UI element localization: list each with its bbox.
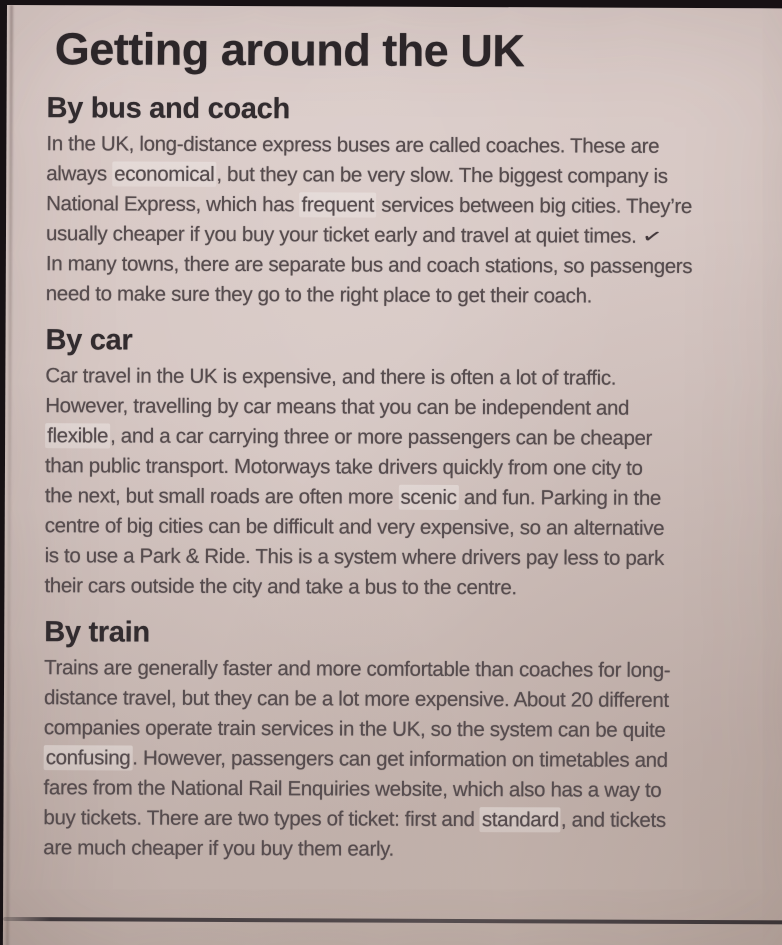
- section-heading-train: By train: [44, 616, 150, 649]
- text-line: [44, 683, 777, 716]
- highlighted-word: scenic: [399, 485, 459, 510]
- text-line: [45, 481, 778, 514]
- body-text: fares from the National Rail Enquiries website, which also has a way to: [43, 776, 662, 802]
- body-text: companies operate train services in the UK, so the system can be quite: [43, 716, 666, 742]
- body-text: , and tickets: [560, 808, 666, 832]
- text-line: [45, 451, 778, 484]
- body-text: National Express, which has: [46, 192, 300, 217]
- text-line: [44, 743, 777, 776]
- text-line: [45, 421, 778, 454]
- text-line: [46, 279, 779, 312]
- body-text: their cars outside the city and take a bus to the centre.: [44, 574, 517, 600]
- body-text: need to make sure they go to the right place to get their coach.: [45, 282, 593, 308]
- body-text: usually cheaper if you buy your ticket early and travel at quiet times.: [45, 222, 637, 248]
- body-text: are much cheaper if you buy them early.: [43, 836, 394, 861]
- page-title: Getting around the UK: [54, 23, 525, 77]
- body-text: , but they can be very slow. The biggest company is: [216, 162, 668, 188]
- highlighted-word: flexible: [45, 423, 110, 448]
- body-text: In the UK, long-distance express buses are called coaches. These are: [46, 132, 660, 158]
- printed-divider-line: [3, 917, 782, 924]
- text-line: [44, 571, 777, 604]
- text-line: [45, 391, 778, 424]
- text-line: [46, 189, 779, 222]
- text-line: [43, 803, 776, 836]
- highlighted-word: economical: [112, 161, 216, 186]
- text-line: [45, 541, 778, 574]
- text-line: [46, 159, 779, 192]
- body-text: Trains are generally faster and more comfortable than coaches for long-: [44, 656, 671, 682]
- text-line: [45, 511, 778, 544]
- text-line: [44, 653, 777, 686]
- body-text: . However, passengers can get information on timetables and: [132, 746, 668, 772]
- highlighted-word: confusing: [44, 745, 133, 770]
- text-line: [46, 129, 779, 162]
- body-text: buy tickets. There are two types of ticket: first and: [43, 806, 480, 832]
- body-text: distance travel, but they can be a lot more expensive. About 20 different: [43, 686, 669, 712]
- body-text: always: [46, 162, 113, 186]
- paragraph-bus-and-coach: [46, 129, 780, 312]
- text-line: [44, 713, 777, 746]
- text-line: [43, 833, 776, 866]
- body-text: , and a car carrying three or more passengers can be cheaper: [110, 424, 653, 450]
- paper-sheet: [3, 5, 782, 945]
- body-text: the next, but small roads are often more: [44, 484, 399, 509]
- highlighted-word: standard: [480, 807, 561, 832]
- section-heading-car: By car: [45, 324, 133, 357]
- highlighted-word: frequent: [299, 192, 376, 217]
- text-line: [46, 249, 779, 282]
- body-text: services between big cities. They’re: [375, 193, 693, 218]
- section-heading-bus-and-coach: By bus and coach: [46, 92, 290, 126]
- body-text: and fun. Parking in the: [458, 485, 662, 510]
- text-line: [44, 773, 777, 806]
- body-text: In many towns, there are separate bus and coach stations, so passengers: [45, 252, 693, 278]
- body-text: centre of big cities can be difficult and very expensive, so an alternative: [44, 514, 665, 540]
- body-text: than public transport. Motorways take drivers quickly from one city to: [44, 454, 643, 480]
- body-text: However, travelling by car means that you can be independent and: [45, 394, 630, 420]
- photo-edge-shadow: [0, 0, 782, 3]
- pen-tick-mark: ✓: [640, 225, 664, 250]
- page-crease: [6, 5, 13, 945]
- page-content: [43, 15, 780, 866]
- text-line: [46, 219, 779, 252]
- paragraph-train: [43, 653, 777, 866]
- body-text: Car travel in the UK is expensive, and there is often a lot of traffic.: [45, 364, 617, 390]
- paragraph-car: [44, 361, 778, 604]
- text-line: [45, 361, 778, 394]
- body-text: is to use a Park & Ride. This is a system where drivers pay less to park: [44, 544, 664, 570]
